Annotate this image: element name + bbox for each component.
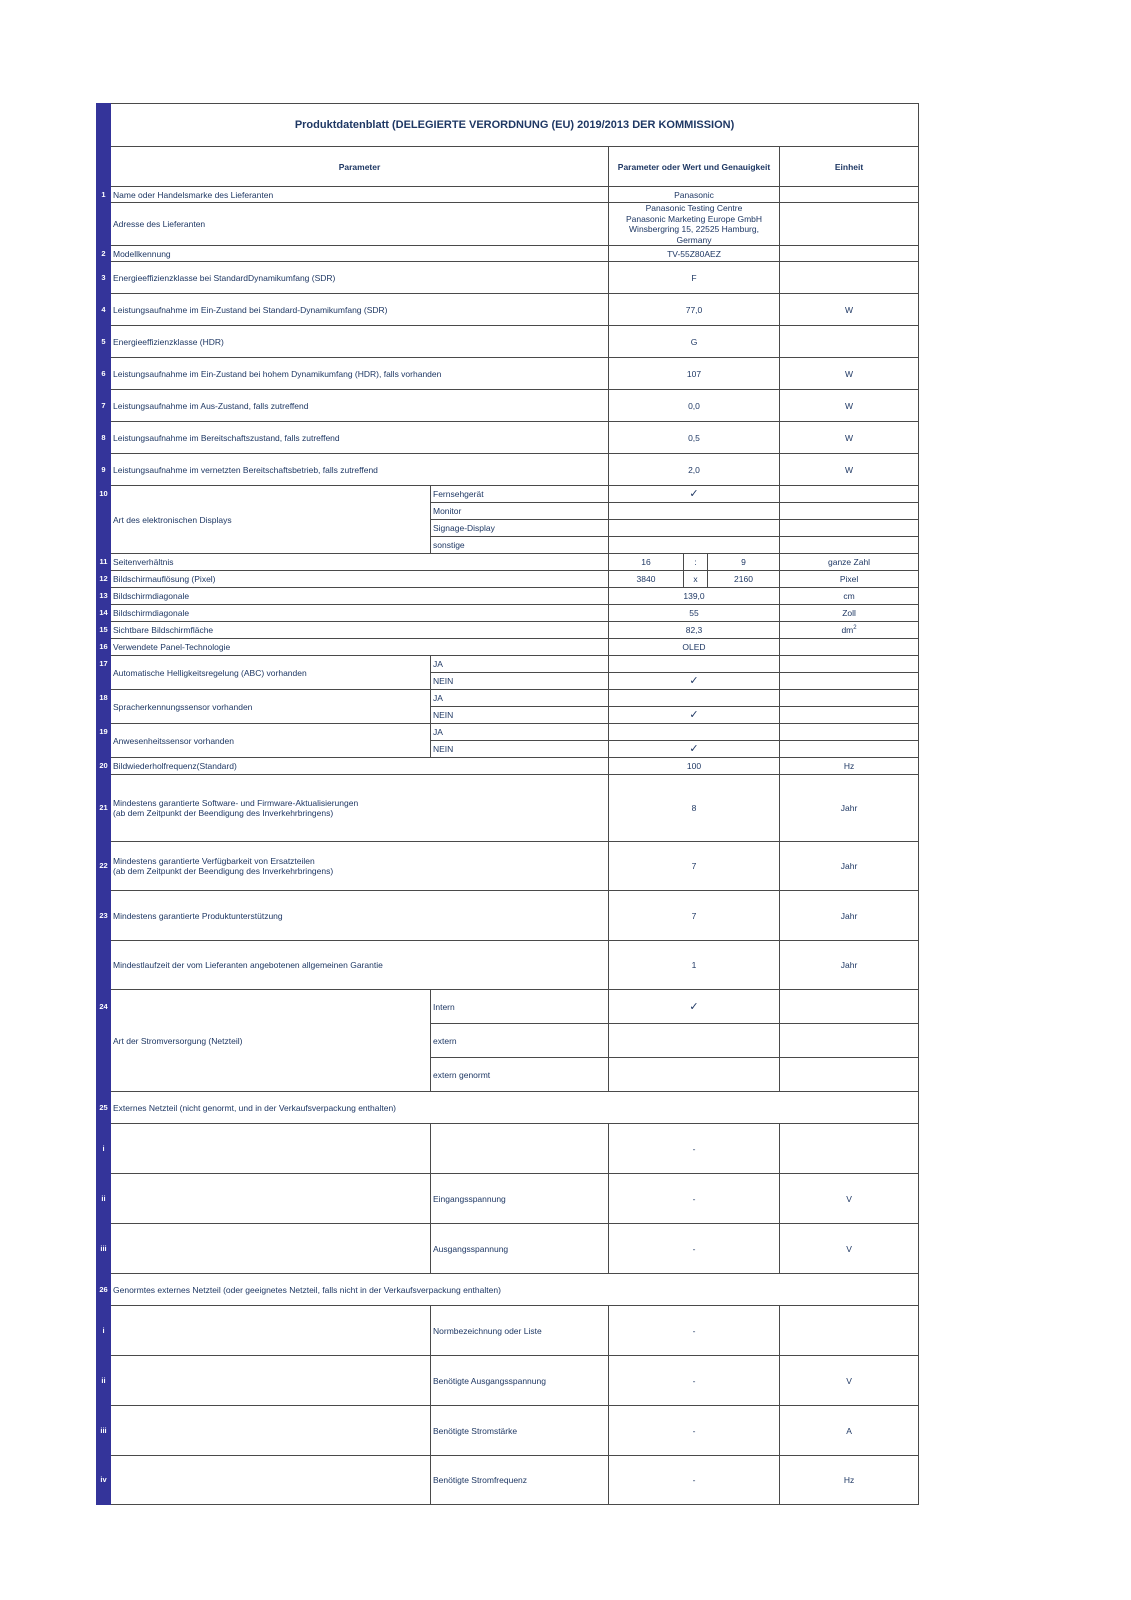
table-row <box>97 941 919 990</box>
row-number: 25 <box>97 1092 111 1124</box>
row-unit: W <box>780 422 919 454</box>
row-value: - <box>609 1456 780 1505</box>
row-value: 0,0 <box>609 390 780 422</box>
table-row <box>97 639 919 656</box>
row-unit <box>780 1306 919 1356</box>
header-parameter: Parameter <box>111 147 609 187</box>
table-row <box>97 246 919 262</box>
row-unit: Zoll <box>780 605 919 622</box>
row-unit <box>780 622 919 639</box>
row-number: 3 <box>97 262 111 294</box>
row-label: Art der Stromversorgung (Netzteil) <box>111 990 431 1092</box>
table-row <box>97 571 919 588</box>
option-label: JA <box>431 690 609 707</box>
table-row <box>97 990 919 1024</box>
product-data-sheet <box>96 103 918 1505</box>
row-value: 0,5 <box>609 422 780 454</box>
row-number: iii <box>97 1224 111 1274</box>
option-label: Fernsehgerät <box>431 486 609 503</box>
row-label: Leistungsaufnahme im Bereitschaftszustand, falls zutreffend <box>111 422 609 454</box>
header-row <box>97 147 919 187</box>
table-row <box>97 1124 919 1174</box>
row-label: Genormtes externes Netzteil (oder geeignetes Netzteil, falls nicht in der Verkaufsverpackung enthalten) <box>111 1274 919 1306</box>
row-value: 2160 <box>708 571 780 588</box>
row-value: - <box>609 1356 780 1406</box>
row-unit: Jahr <box>780 891 919 941</box>
row-label: Energieeffizienzklasse (HDR) <box>111 326 609 358</box>
row-label: Ausgangsspannung <box>431 1224 609 1274</box>
row-label: Art des elektronischen Displays <box>111 486 431 554</box>
row-label <box>431 1124 609 1174</box>
row-value: TV-55Z80AEZ <box>609 246 780 262</box>
row-separator: : <box>684 554 708 571</box>
table-row <box>97 1224 919 1274</box>
row-number: 7 <box>97 390 111 422</box>
data-table <box>96 103 919 1505</box>
option-label: JA <box>431 724 609 741</box>
row-number: 16 <box>97 639 111 656</box>
row-label: Leistungsaufnahme im vernetzten Bereitschaftsbetrieb, falls zutreffend <box>111 454 609 486</box>
table-row <box>97 622 919 639</box>
row-number: 20 <box>97 758 111 775</box>
option-label: NEIN <box>431 741 609 758</box>
row-number: 1 <box>97 187 111 203</box>
table-row <box>97 690 919 707</box>
row-label: Mindestens garantierte Produktunterstützung <box>111 891 609 941</box>
row-number: 26 <box>97 1274 111 1306</box>
table-row <box>97 294 919 326</box>
row-label: Normbezeichnung oder Liste <box>431 1306 609 1356</box>
option-label: NEIN <box>431 707 609 724</box>
row-label: Spracherkennungssensor vorhanden <box>111 690 431 724</box>
row-unit: V <box>780 1224 919 1274</box>
row-label-line: Mindestens garantierte Software- und Firmware-Aktualisierungen <box>113 798 359 808</box>
row-label: Sichtbare Bildschirmfläche <box>111 622 609 639</box>
address-line: Panasonic Marketing Europe GmbH <box>625 213 763 224</box>
option-label: Intern <box>431 990 609 1024</box>
row-number: 2 <box>97 246 111 262</box>
row-unit: W <box>780 294 919 326</box>
option-label: extern genormt <box>431 1058 609 1092</box>
row-number: i <box>97 1124 111 1174</box>
row-number: 6 <box>97 358 111 390</box>
row-number: 10 <box>97 486 111 554</box>
row-number: 24 <box>97 990 111 1092</box>
row-value: F <box>609 262 780 294</box>
row-number: 11 <box>97 554 111 571</box>
row-label <box>111 842 609 891</box>
row-value: - <box>609 1124 780 1174</box>
row-unit: A <box>780 1406 919 1456</box>
option-label: Monitor <box>431 503 609 520</box>
address-line: Panasonic Testing Centre <box>645 203 743 213</box>
row-value: G <box>609 326 780 358</box>
table-row <box>97 1456 919 1505</box>
row-label: Benötigte Stromstärke <box>431 1406 609 1456</box>
table-row <box>97 326 919 358</box>
row-label: Benötigte Stromfrequenz <box>431 1456 609 1505</box>
table-row <box>97 724 919 741</box>
table-row <box>97 1356 919 1406</box>
row-number: 9 <box>97 454 111 486</box>
checkmark-icon: ✓ <box>689 709 699 721</box>
table-row <box>97 187 919 203</box>
option-label: extern <box>431 1024 609 1058</box>
row-number: 19 <box>97 724 111 758</box>
row-label: Leistungsaufnahme im Aus-Zustand, falls zutreffend <box>111 390 609 422</box>
row-label: Bildschirmauflösung (Pixel) <box>111 571 609 588</box>
row-label: Benötigte Ausgangsspannung <box>431 1356 609 1406</box>
table-row <box>97 422 919 454</box>
header-value: Parameter oder Wert und Genauigkeit <box>609 147 780 187</box>
checkmark-icon: ✓ <box>689 743 699 755</box>
row-number: 21 <box>97 775 111 842</box>
table-row <box>97 203 919 246</box>
row-unit: V <box>780 1356 919 1406</box>
row-value: Panasonic <box>609 187 780 203</box>
table-row <box>97 486 919 503</box>
row-value: 7 <box>609 842 780 891</box>
title-row <box>97 104 919 147</box>
row-label: Seitenverhältnis <box>111 554 609 571</box>
table-row <box>97 1174 919 1224</box>
table-row <box>97 1306 919 1356</box>
row-value: 107 <box>609 358 780 390</box>
row-separator: x <box>684 571 708 588</box>
row-value: - <box>609 1224 780 1274</box>
supplier-address <box>609 203 780 246</box>
row-unit: ganze Zahl <box>780 554 919 571</box>
row-value: 16 <box>609 554 684 571</box>
row-number: 13 <box>97 588 111 605</box>
row-unit: Jahr <box>780 775 919 842</box>
row-value: 9 <box>708 554 780 571</box>
row-unit: W <box>780 358 919 390</box>
unit-superscript: 2 <box>853 625 857 632</box>
row-unit: Hz <box>780 1456 919 1505</box>
row-label: Mindestlaufzeit der vom Lieferanten angebotenen allgemeinen Garantie <box>111 941 609 990</box>
table-row <box>97 891 919 941</box>
row-label: Adresse des Lieferanten <box>111 203 609 246</box>
row-label: Leistungsaufnahme im Ein-Zustand bei Standard-Dynamikumfang (SDR) <box>111 294 609 326</box>
checkmark-icon: ✓ <box>689 675 699 687</box>
row-number: 17 <box>97 656 111 690</box>
row-label: Modellkennung <box>111 246 609 262</box>
row-number: 14 <box>97 605 111 622</box>
row-number: ii <box>97 1356 111 1406</box>
address-line: Germany <box>676 234 712 245</box>
row-label: Leistungsaufnahme im Ein-Zustand bei hohem Dynamikumfang (HDR), falls vorhanden <box>111 358 609 390</box>
option-label: sonstige <box>431 537 609 554</box>
row-unit: Jahr <box>780 842 919 891</box>
row-value: 100 <box>609 758 780 775</box>
row-label: Energieeffizienzklasse bei StandardDynamikumfang (SDR) <box>111 262 609 294</box>
row-value: 55 <box>609 605 780 622</box>
option-label: Signage-Display <box>431 520 609 537</box>
table-row <box>97 390 919 422</box>
unit-base: dm <box>841 625 854 635</box>
row-number: 15 <box>97 622 111 639</box>
row-value: - <box>609 1306 780 1356</box>
table-row <box>97 605 919 622</box>
row-value: 77,0 <box>609 294 780 326</box>
table-row <box>97 358 919 390</box>
table-row <box>97 656 919 673</box>
table-row <box>97 842 919 891</box>
address-line: Winsbergring 15, 22525 Hamburg, <box>629 224 759 234</box>
page-title: Produktdatenblatt (DELEGIERTE VERORDNUNG (EU) 2019/2013 DER KOMMISSION) <box>111 104 919 147</box>
row-label: Automatische Helligkeitsregelung (ABC) vorhanden <box>111 656 431 690</box>
row-unit: V <box>780 1174 919 1224</box>
row-label-line: (ab dem Zeitpunkt der Beendigung des Inverkehrbringens) <box>113 866 334 876</box>
table-row <box>97 1274 919 1306</box>
row-value: 82,3 <box>609 622 780 639</box>
row-number: 18 <box>97 690 111 724</box>
row-label: Anwesenheitssensor vorhanden <box>111 724 431 758</box>
row-label-line: Mindestens garantierte Verfügbarkeit von Ersatzteilen <box>113 856 315 866</box>
row-number: 12 <box>97 571 111 588</box>
row-value: 8 <box>609 775 780 842</box>
row-label: Bildwiederholfrequenz(Standard) <box>111 758 609 775</box>
row-label: Bildschirmdiagonale <box>111 605 609 622</box>
row-value: OLED <box>609 639 780 656</box>
row-number: 4 <box>97 294 111 326</box>
row-unit: Pixel <box>780 571 919 588</box>
row-number: 8 <box>97 422 111 454</box>
row-label: Externes Netzteil (nicht genormt, und in der Verkaufsverpackung enthalten) <box>111 1092 919 1124</box>
checkmark-icon: ✓ <box>689 488 699 500</box>
row-label: Verwendete Panel-Technologie <box>111 639 609 656</box>
row-label <box>111 775 609 842</box>
row-unit: cm <box>780 588 919 605</box>
option-label: JA <box>431 656 609 673</box>
table-row <box>97 262 919 294</box>
row-number: iv <box>97 1456 111 1505</box>
table-row <box>97 775 919 842</box>
row-unit: W <box>780 454 919 486</box>
row-unit: Hz <box>780 758 919 775</box>
row-label-line: (ab dem Zeitpunkt der Beendigung des Inverkehrbringens) <box>113 808 334 818</box>
row-label: Name oder Handelsmarke des Lieferanten <box>111 187 609 203</box>
table-row <box>97 454 919 486</box>
row-number: iii <box>97 1406 111 1456</box>
row-number: 23 <box>97 891 111 941</box>
table-row <box>97 588 919 605</box>
table-row <box>97 554 919 571</box>
option-label: NEIN <box>431 673 609 690</box>
table-row <box>97 758 919 775</box>
row-value: - <box>609 1174 780 1224</box>
row-number: i <box>97 1306 111 1356</box>
row-unit: W <box>780 390 919 422</box>
row-value: - <box>609 1406 780 1456</box>
row-value: 139,0 <box>609 588 780 605</box>
row-unit: Jahr <box>780 941 919 990</box>
table-row <box>97 1092 919 1124</box>
row-number: 22 <box>97 842 111 891</box>
row-unit <box>780 1124 919 1174</box>
row-value: 2,0 <box>609 454 780 486</box>
row-label: Bildschirmdiagonale <box>111 588 609 605</box>
row-value: 3840 <box>609 571 684 588</box>
checkmark-icon: ✓ <box>689 1000 699 1013</box>
row-label: Eingangsspannung <box>431 1174 609 1224</box>
row-number: 5 <box>97 326 111 358</box>
table-row <box>97 1406 919 1456</box>
header-unit: Einheit <box>780 147 919 187</box>
row-value: 1 <box>609 941 780 990</box>
row-value: 7 <box>609 891 780 941</box>
row-number: ii <box>97 1174 111 1224</box>
